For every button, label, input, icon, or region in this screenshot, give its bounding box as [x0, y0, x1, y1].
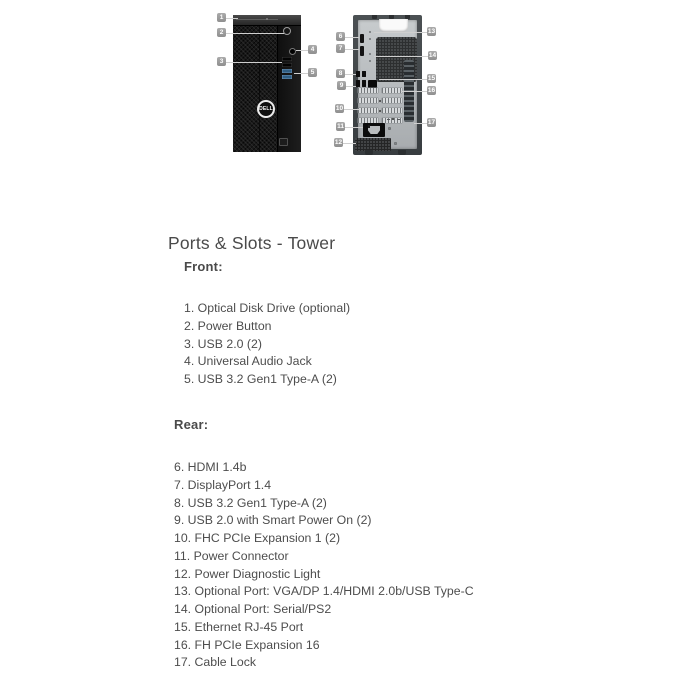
screw-icon: [394, 142, 397, 145]
leader-line-16: [401, 91, 427, 92]
list-item: 11. Power Connector: [174, 548, 289, 563]
c14-pin: [368, 125, 370, 128]
leader-line-11: [345, 127, 363, 128]
front-tower-image: [233, 15, 301, 152]
leader-line-2: [226, 33, 284, 34]
dell-logo: DELL: [257, 100, 275, 118]
rear-usb2-port-icon: [356, 80, 360, 87]
list-item: 2. Power Button: [184, 318, 272, 333]
hdmi-port-icon: [360, 34, 364, 43]
callout-marker-8: 8: [336, 69, 345, 78]
rear-tower-image: [353, 15, 422, 155]
front-panel-seam: [259, 25, 260, 152]
optical-drive-bay: [233, 15, 301, 26]
slot-vent: [382, 98, 402, 103]
list-item: 1. Optical Disk Drive (optional): [184, 301, 351, 315]
front-port-column: [277, 25, 301, 152]
slot-vent: [358, 98, 378, 103]
rear-port-list: [174, 459, 474, 672]
callout-marker-16: 16: [427, 87, 436, 94]
optional-port-knockout: [369, 31, 371, 33]
leader-line-4: [296, 50, 308, 51]
list-item: 17. Cable Lock: [174, 655, 257, 670]
leader-line-10: [344, 109, 360, 110]
callout-marker-12: 12: [334, 139, 343, 146]
leader-line-8: [345, 74, 356, 75]
leader-line-1: [226, 18, 238, 19]
rear-foot: [398, 150, 406, 155]
callout-marker-13: 13: [427, 28, 436, 35]
front-badge: [279, 138, 288, 146]
callout-marker-10: 10: [335, 105, 344, 112]
optional-port-knockout: [369, 53, 371, 55]
callout-marker-17: 17: [427, 119, 436, 126]
front-port-list: [184, 300, 350, 389]
list-item: 15. Ethernet RJ-45 Port: [174, 619, 304, 634]
leader-line-6: [345, 37, 359, 38]
leader-line-7: [345, 49, 359, 50]
slot-vent: [382, 88, 402, 93]
usb3-port-icon: [282, 69, 292, 73]
callout-marker-11: 11: [337, 123, 344, 130]
displayport-icon: [360, 46, 364, 56]
callout-marker-2: 2: [217, 28, 226, 37]
leader-line-17: [414, 123, 427, 124]
power-diagnostic-light-icon: [392, 118, 394, 120]
list-item: 16. FH PCIe Expansion 16: [174, 637, 320, 652]
callout-marker-3: 3: [217, 57, 226, 66]
leader-line-12: [343, 143, 356, 144]
callout-marker-9: 9: [337, 81, 346, 90]
callout-marker-1: 1: [217, 13, 226, 22]
callout-marker-14: 14: [428, 52, 437, 59]
rear-foot: [365, 150, 373, 155]
power-connector-icon: [363, 123, 385, 137]
optical-drive-slot: [236, 19, 278, 20]
expansion-slot-1: [358, 98, 402, 103]
page-title: Ports & Slots - Tower: [168, 233, 336, 253]
list-item: 8. USB 3.2 Gen1 Type-A (2): [174, 495, 327, 510]
slot-screw: [379, 100, 381, 102]
callout-marker-15: 15: [427, 75, 436, 82]
rear-handle-cutout: [379, 19, 408, 32]
list-item: 4. Universal Audio Jack: [184, 354, 312, 369]
leader-line-13: [374, 32, 427, 33]
list-item: 5. USB 3.2 Gen1 Type-A (2): [184, 372, 337, 386]
slot-vent: [358, 108, 378, 113]
tower-diagram: [0, 0, 700, 200]
usb3-port-icon: [282, 75, 292, 79]
front-section-heading: Front:: [184, 259, 223, 274]
rear-section-heading: Rear:: [174, 417, 209, 432]
optical-eject-button: [266, 18, 268, 20]
expansion-slot-1: [358, 108, 402, 113]
optional-port-knockout: [369, 60, 371, 62]
leader-line-3: [226, 62, 282, 63]
callout-marker-6: 6: [336, 32, 345, 41]
callout-marker-4: 4: [308, 45, 317, 54]
diagnostic-mark: [397, 119, 400, 120]
leader-line-9: [346, 86, 356, 87]
slot-vent: [358, 88, 378, 93]
list-item: 7. DisplayPort 1.4: [174, 477, 272, 492]
slot-screw: [379, 110, 381, 112]
leader-line-5: [294, 73, 308, 74]
rear-usb3-port-icon: [362, 71, 366, 77]
ethernet-port-icon: [368, 80, 377, 88]
rear-usb3-port-icon: [356, 71, 360, 77]
audio-jack-icon: [289, 48, 296, 55]
leader-line-15: [379, 79, 427, 80]
usb2-port-icon: [282, 63, 292, 67]
power-button-icon: [283, 27, 291, 35]
rear-usb2-port-icon: [362, 80, 366, 87]
list-item: 9. USB 2.0 with Smart Power On (2): [174, 513, 372, 528]
slot-vent: [382, 108, 402, 113]
list-item: 12. Power Diagnostic Light: [174, 566, 321, 581]
front-mesh-panel: [233, 25, 278, 152]
list-item: 6. HDMI 1.4b: [174, 460, 247, 474]
optional-port-knockout: [369, 38, 371, 40]
psu-grille: [355, 138, 391, 151]
list-item: 14. Optional Port: Serial/PS2: [174, 602, 332, 616]
list-item: 3. USB 2.0 (2): [184, 336, 262, 351]
rear-frame-tab: [372, 15, 377, 19]
expansion-slot-16: [358, 88, 402, 93]
diagnostic-mark: [387, 119, 390, 120]
list-item: 10. FHC PCIe Expansion 1 (2): [174, 531, 341, 545]
list-item: 13. Optional Port: VGA/DP 1.4/HDMI 2.0b/USB Type-C: [174, 584, 474, 599]
screw-icon: [388, 127, 391, 130]
callout-marker-5: 5: [308, 68, 317, 77]
callout-marker-7: 7: [336, 44, 345, 53]
leader-line-14: [374, 56, 428, 57]
usb2-port-icon: [282, 57, 292, 61]
